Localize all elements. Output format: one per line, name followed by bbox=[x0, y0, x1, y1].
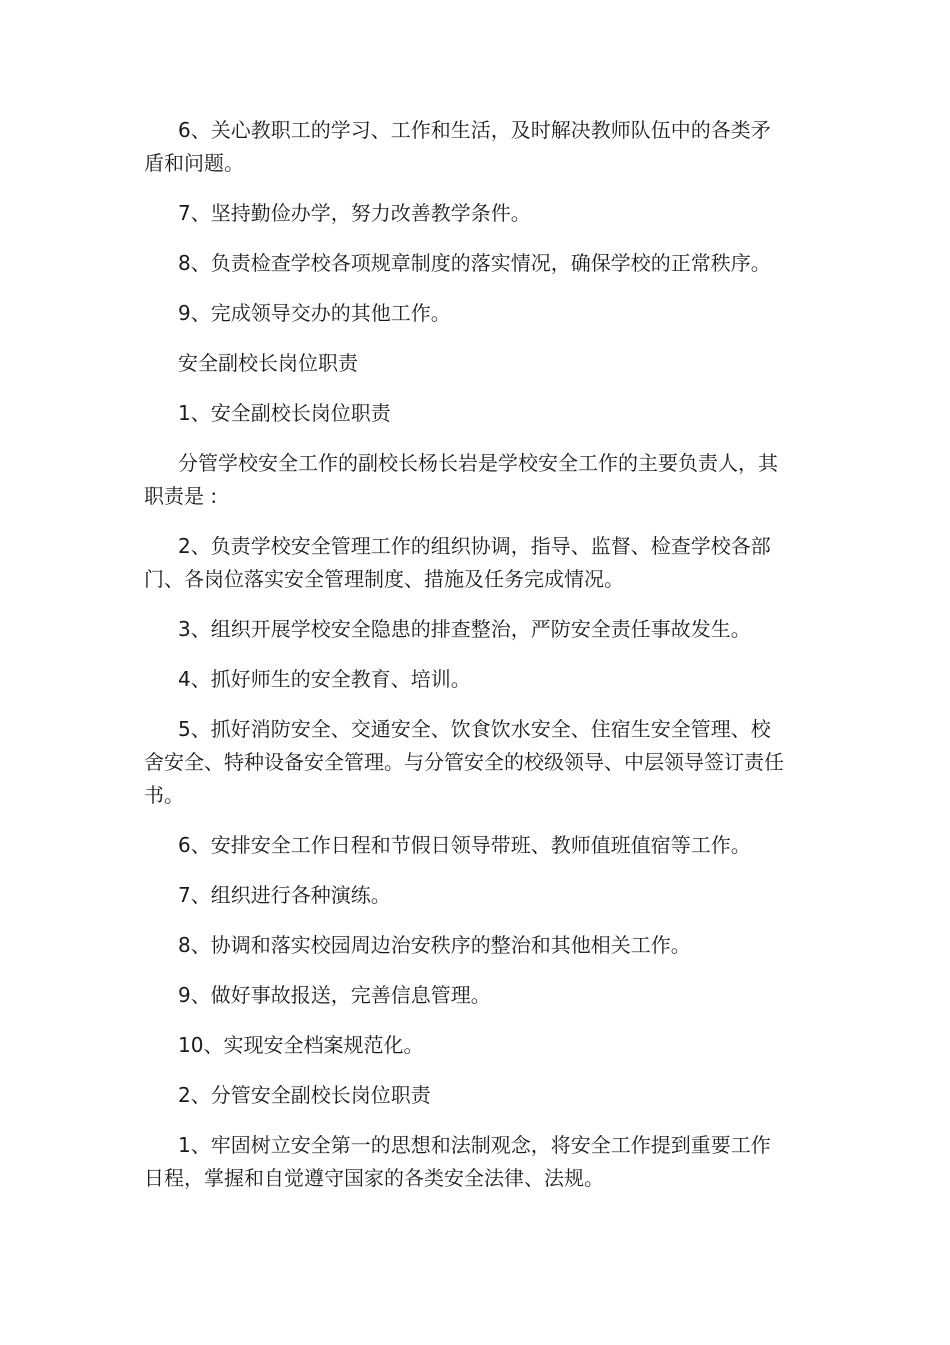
document-body bbox=[144, 114, 784, 1212]
paragraph: 6、安排安全工作日程和节假日领导带班、教师值班值宿等工作。 bbox=[178, 833, 751, 857]
paragraph: 9、完成领导交办的其他工作。 bbox=[178, 301, 451, 325]
paragraph: 分管学校安全工作的副校长杨长岩是学校安全工作的主要负责人，其职责是 : bbox=[144, 451, 778, 508]
section-heading: 安全副校长岗位职责 bbox=[178, 351, 358, 375]
subsection-heading: 1、安全副校长岗位职责 bbox=[178, 401, 391, 425]
paragraph: 9、做好事故报送，完善信息管理。 bbox=[178, 983, 491, 1007]
paragraph: 6、关心教职工的学习、工作和生活，及时解决教师队伍中的各类矛盾和问题。 bbox=[144, 118, 771, 175]
paragraph: 7、坚持勤俭办学，努力改善教学条件。 bbox=[178, 201, 531, 225]
paragraph: 5、抓好消防安全、交通安全、饮食饮水安全、住宿生安全管理、校舍安全、特种设备安全管理。与分管安全的校级领导、中层领导签订责任书。 bbox=[144, 717, 784, 807]
paragraph: 4、抓好师生的安全教育、培训。 bbox=[178, 667, 471, 691]
paragraph: 8、协调和落实校园周边治安秩序的整治和其他相关工作。 bbox=[178, 933, 691, 957]
paragraph: 1、牢固树立安全第一的思想和法制观念，将安全工作提到重要工作日程，掌握和自觉遵守国家的各类安全法律、法规。 bbox=[144, 1133, 771, 1190]
subsection-heading: 2、分管安全副校长岗位职责 bbox=[178, 1083, 431, 1107]
paragraph: 7、组织进行各种演练。 bbox=[178, 883, 391, 907]
paragraph: 2、负责学校安全管理工作的组织协调，指导、监督、检查学校各部门、各岗位落实安全管理制度、措施及任务完成情况。 bbox=[144, 534, 771, 591]
paragraph: 8、负责检查学校各项规章制度的落实情况，确保学校的正常秩序。 bbox=[178, 251, 771, 275]
paragraph: 3、组织开展学校安全隐患的排查整治，严防安全责任事故发生。 bbox=[178, 617, 751, 641]
paragraph: 10、实现安全档案规范化。 bbox=[178, 1033, 424, 1057]
